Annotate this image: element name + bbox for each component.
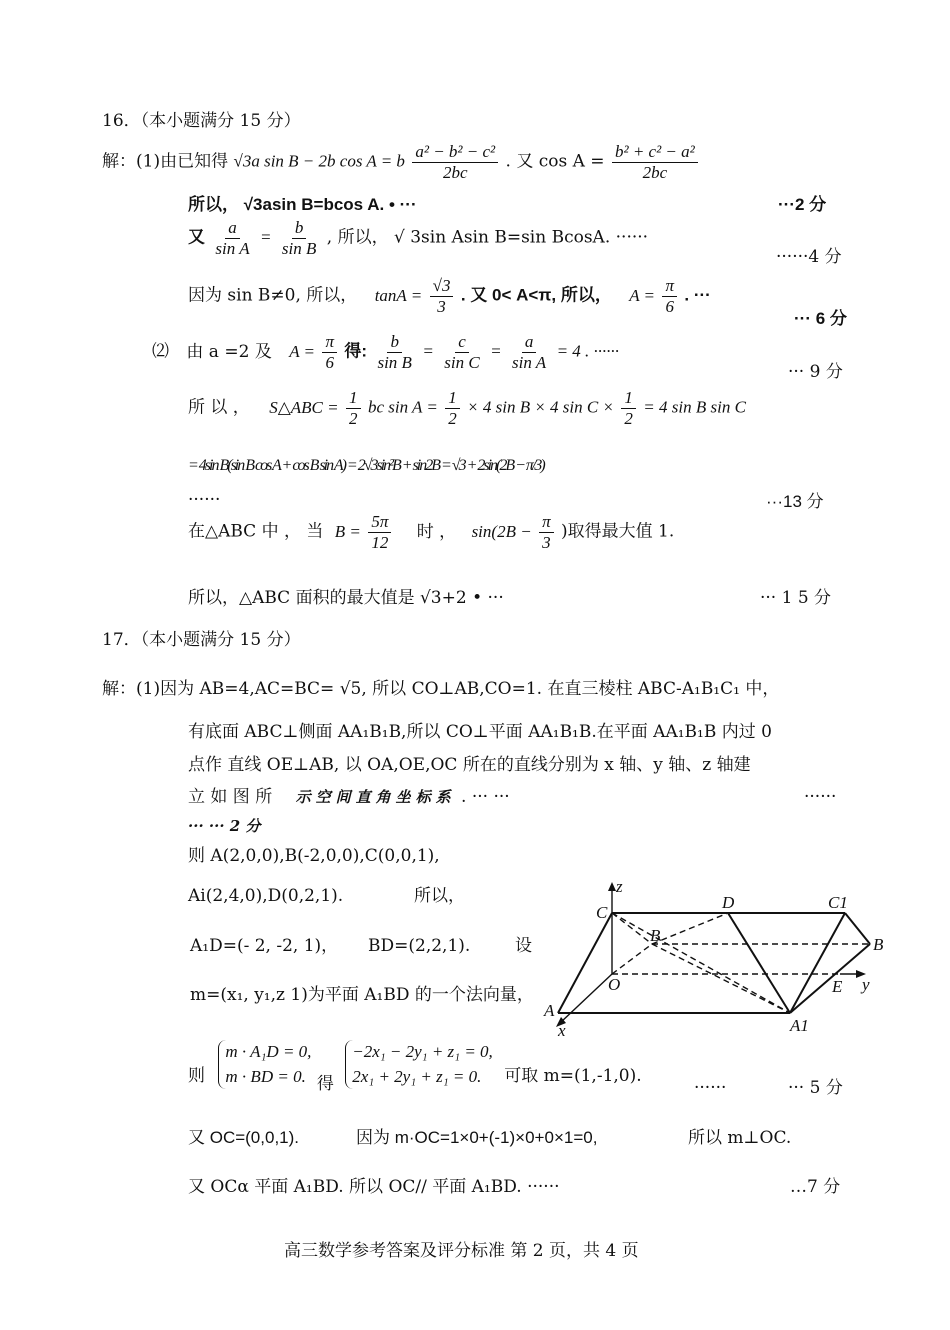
q16-line5-de: 得:: [344, 341, 368, 361]
q16-line3-fraction-a: [212, 218, 252, 258]
fraction-denominator: 12: [371, 532, 389, 552]
q16-line5-label: ⑵: [152, 341, 169, 362]
q17-line11a: 又 OC=(0,0,1).: [188, 1128, 300, 1147]
page-footer: 高三数学参考答案及评分标准 第 2 页，共 4 页: [284, 1241, 639, 1261]
q16-line9-prefix: 在△ABC 中 ， 当: [188, 521, 324, 542]
half-fraction: [346, 388, 361, 428]
q16-line10-score: ··· 1 5 分: [760, 588, 832, 608]
prism-figure: [540, 878, 890, 1038]
edge-O-B: [612, 944, 652, 974]
q16-line4: [188, 276, 711, 316]
fraction-numerator: c: [455, 332, 469, 353]
q17-line4-b: 示空间直角坐标系: [295, 788, 456, 806]
q17-line10-dots: ······: [694, 1078, 727, 1098]
q16-line5-fraction-c: [441, 332, 482, 372]
q16-line1: [102, 142, 700, 182]
label-B: B: [650, 926, 661, 945]
q17-line11c: 所以 m⊥OC.: [688, 1128, 792, 1148]
q16-line6-b: × 4 sin B × 4 sin C ×: [467, 397, 614, 417]
system-row: −2x₁ − 2y₁ + z₁ = 0,: [352, 1042, 493, 1061]
q17-line8b: BD=(2,2,1).: [368, 936, 471, 956]
q16-line4-A: A =: [629, 285, 656, 305]
fraction-numerator: 1: [346, 388, 361, 409]
label-D: D: [722, 893, 735, 912]
q17-line10-tail: 可取 m=(1,-1,0).: [504, 1066, 642, 1087]
q16-line8-score: ···13 分: [766, 492, 824, 511]
edge-D-A1: [728, 913, 790, 1013]
q17-line7b: 所以，: [414, 886, 465, 906]
q16-line1-equation: √3a sin B − 2b cos A = b: [233, 151, 405, 171]
label-y: y: [862, 975, 870, 994]
fraction-numerator: 1: [621, 388, 636, 409]
q16-line8-dots: ······: [188, 490, 221, 510]
edge-B-D: [652, 913, 728, 944]
q16-line6: [188, 388, 746, 428]
q17-line5: ··· ··· 2 分: [188, 817, 261, 835]
q17-line9: m=(x₁, y₁,z 1)为平面 A₁BD 的一个法向量，: [190, 985, 534, 1005]
q17-system1: [218, 1040, 311, 1089]
label-C: C: [596, 903, 608, 922]
equals-sign: =: [259, 227, 272, 247]
edge-C1-B1: [845, 913, 870, 944]
q16-line9: [188, 512, 674, 552]
fraction-numerator: π: [322, 332, 337, 353]
q16-line5-fraction-a: [509, 332, 549, 372]
fraction-denominator: 6: [665, 296, 674, 316]
q17-line8a: A₁D=(- 2, -2, 1)，: [190, 936, 339, 956]
q16-line3-text: , 所以， √ 3sin Asin B=sin BcosA. ······: [326, 227, 649, 248]
q16-line3: [188, 218, 648, 258]
q17-line10-ze: 则: [188, 1066, 205, 1087]
q16-line4-mid: . 又 0< A<π, 所以，: [460, 285, 612, 305]
edge-C-A: [558, 913, 612, 1013]
system-row: m · A₁D = 0,: [225, 1042, 312, 1061]
q17-system2: [345, 1040, 493, 1089]
system-row: 2x₁ + 2y₁ + z₁ = 0.: [352, 1066, 482, 1086]
fraction-numerator: a² − b² − c²: [412, 142, 498, 163]
q17-line4-dots: ······: [804, 787, 837, 807]
edge-C1-A1: [790, 913, 845, 1013]
q16-line4-dots: . ···: [684, 285, 711, 305]
fraction-denominator: 6: [325, 352, 334, 372]
q16-line5-score: ··· 9 分: [788, 362, 843, 382]
q16-line4-A-fraction: [662, 276, 677, 316]
q16-line1-fraction2: [612, 142, 698, 182]
q17-header: 17．（本小题满分 15 分）: [102, 630, 301, 650]
q16-line5-prefix: 由 a =2 及: [186, 341, 272, 362]
label-A1: A1: [790, 1016, 809, 1035]
q17-line3: 点作 直线 OE⊥AB, 以 OA,OE,OC 所在的直线分别为 x 轴、y 轴、z 轴建: [188, 755, 751, 775]
label-x: x: [558, 1021, 566, 1038]
q17-line4-a: 立 如 图 所: [188, 787, 273, 807]
q17-line7a: Ai(2,4,0),D(0,2,1).: [188, 886, 344, 906]
q16-line5-tail: = 4 . ······: [556, 341, 620, 361]
q17-line6: 则 A(2,0,0),B(-2,0,0),C(0,0,1),: [188, 846, 440, 866]
q16-line9-B: B =: [334, 521, 361, 541]
q16-line4-prefix: 因为 sin B≠0, 所以，: [188, 285, 358, 306]
fraction-numerator: 1: [445, 388, 460, 409]
q16-line1-prefix: 解：(1)由已知得: [102, 151, 229, 172]
fraction-denominator: sin A: [215, 238, 250, 258]
label-C1: C1: [828, 893, 848, 912]
fraction-denominator: 2: [448, 408, 457, 428]
q16-line1-fraction: [412, 142, 498, 182]
fraction-denominator: 2: [349, 408, 358, 428]
q16-line5: ⑵ 由 a =2 及 A = $\frac{\pi}{6}$ 得: $\frac{b}{\text{sin B}}$ = $\frac{c}{\text{sin C}}$ = $\frac{a}{\text{sin A}}$ = 4 . ······: [152, 332, 620, 372]
q16-line3-fraction-b: [279, 218, 319, 258]
q16-line1-mid: . 又 cos A =: [505, 151, 605, 172]
fraction-denominator: sin C: [444, 352, 480, 372]
label-A: A: [544, 1001, 555, 1020]
q16-line9-sin: sin(2B −: [471, 521, 532, 541]
q17-line1: 解：(1)因为 AB=4,AC=BC= √5, 所以 CO⊥AB,CO=1. 在直三棱柱 ABC-A₁B₁C₁ 中，: [102, 679, 780, 699]
fraction-denominator: 2bc: [642, 162, 668, 182]
fraction-numerator: b: [292, 218, 307, 239]
fraction-denominator: 2: [624, 408, 633, 428]
fraction-denominator: 2bc: [442, 162, 468, 182]
edge-C-B: [612, 913, 652, 944]
q16-line9-shi: 时 ，: [416, 521, 457, 542]
edge-C-A1: [612, 913, 790, 1013]
q16-line2-score: ···2 分: [778, 195, 827, 214]
fraction-denominator: sin A: [511, 352, 547, 372]
fraction-numerator: a: [225, 218, 240, 239]
q16-line10: 所以，△ABC 面积的最大值是 √3+2 • ···: [188, 588, 504, 608]
fraction-denominator: sin B: [281, 238, 317, 258]
q16-line5-A: A =: [289, 341, 316, 361]
q17-line11b: 因为 m·OC=1×0+(-1)×0+0×1=0,: [356, 1128, 598, 1147]
q16-line4-tan-fraction: [430, 276, 454, 316]
fraction-numerator: π: [539, 512, 554, 533]
label-z: z: [616, 878, 623, 896]
q16-line6-S: S△ABC =: [269, 397, 339, 417]
fraction-numerator: a: [522, 332, 537, 353]
fraction-numerator: b² + c² − a²: [612, 142, 698, 163]
q16-line4-tan: tanA =: [374, 285, 423, 305]
x-axis: [560, 974, 612, 1023]
q16-line5-A-fraction: [322, 332, 337, 372]
q17-line4: [188, 787, 510, 807]
q16-line3-score: ······4 分: [776, 247, 842, 267]
q17-line8c: 设: [515, 936, 532, 956]
half-fraction: [445, 388, 460, 428]
q16-line5-fraction-b: [374, 332, 414, 372]
q16-line9-sin-fraction: [539, 512, 554, 552]
fraction-numerator: b: [387, 332, 402, 353]
q16-header: 16．（本小题满分 15 分）: [102, 111, 301, 131]
q17-line4-c: . ··· ···: [461, 787, 510, 807]
q16-line4-score: ··· 6 分: [794, 309, 847, 328]
fraction-numerator: π: [662, 276, 677, 297]
z-arrow-icon: [608, 882, 616, 891]
half-fraction: [621, 388, 636, 428]
fraction-numerator: 5π: [368, 512, 391, 533]
label-E: E: [832, 977, 843, 996]
q17-line10-de: 得: [316, 1074, 334, 1095]
fraction-denominator: sin B: [377, 352, 412, 372]
q16-line7: = 4sin B(sin B cos A + cos B sin A) = 2√3sin²B + sin2B = √3 + 2sin(2B − π/3): [188, 457, 544, 474]
q16-line6-c: = 4 sin B sin C: [643, 397, 746, 417]
label-B-outer: B: [873, 935, 884, 954]
fraction-numerator: √3: [430, 276, 454, 297]
q17-line12: 又 OCα 平面 A₁BD. 所以 OC// 平面 A₁BD. ······: [188, 1177, 560, 1197]
q16-line6-a: bc sin A =: [367, 397, 438, 417]
q17-line10: [188, 1040, 642, 1095]
fraction-denominator: 3: [437, 296, 446, 316]
system-row: m · BD = 0.: [225, 1066, 306, 1086]
q17-line2: 有底面 ABC⊥侧面 AA₁B₁B,所以 CO⊥平面 AA₁B₁B.在平面 AA₁B₁B 内过 0: [188, 722, 772, 742]
q16-line9-B-fraction: [368, 512, 391, 552]
q17-line10-score: ··· 5 分: [788, 1078, 843, 1098]
edge-A1-B1: [790, 944, 870, 1013]
q16-line2: 所以， √3asin B=bcos A. • ···: [188, 195, 417, 214]
q16-line6-prefix: 所 以 ，: [188, 397, 250, 418]
q17-line12-score: …7 分: [790, 1177, 841, 1197]
q16-line3-you: 又: [188, 227, 205, 247]
label-O: O: [608, 975, 621, 994]
q16-line9-tail: )取得最大值 1.: [561, 521, 675, 542]
fraction-denominator: 3: [542, 532, 551, 552]
